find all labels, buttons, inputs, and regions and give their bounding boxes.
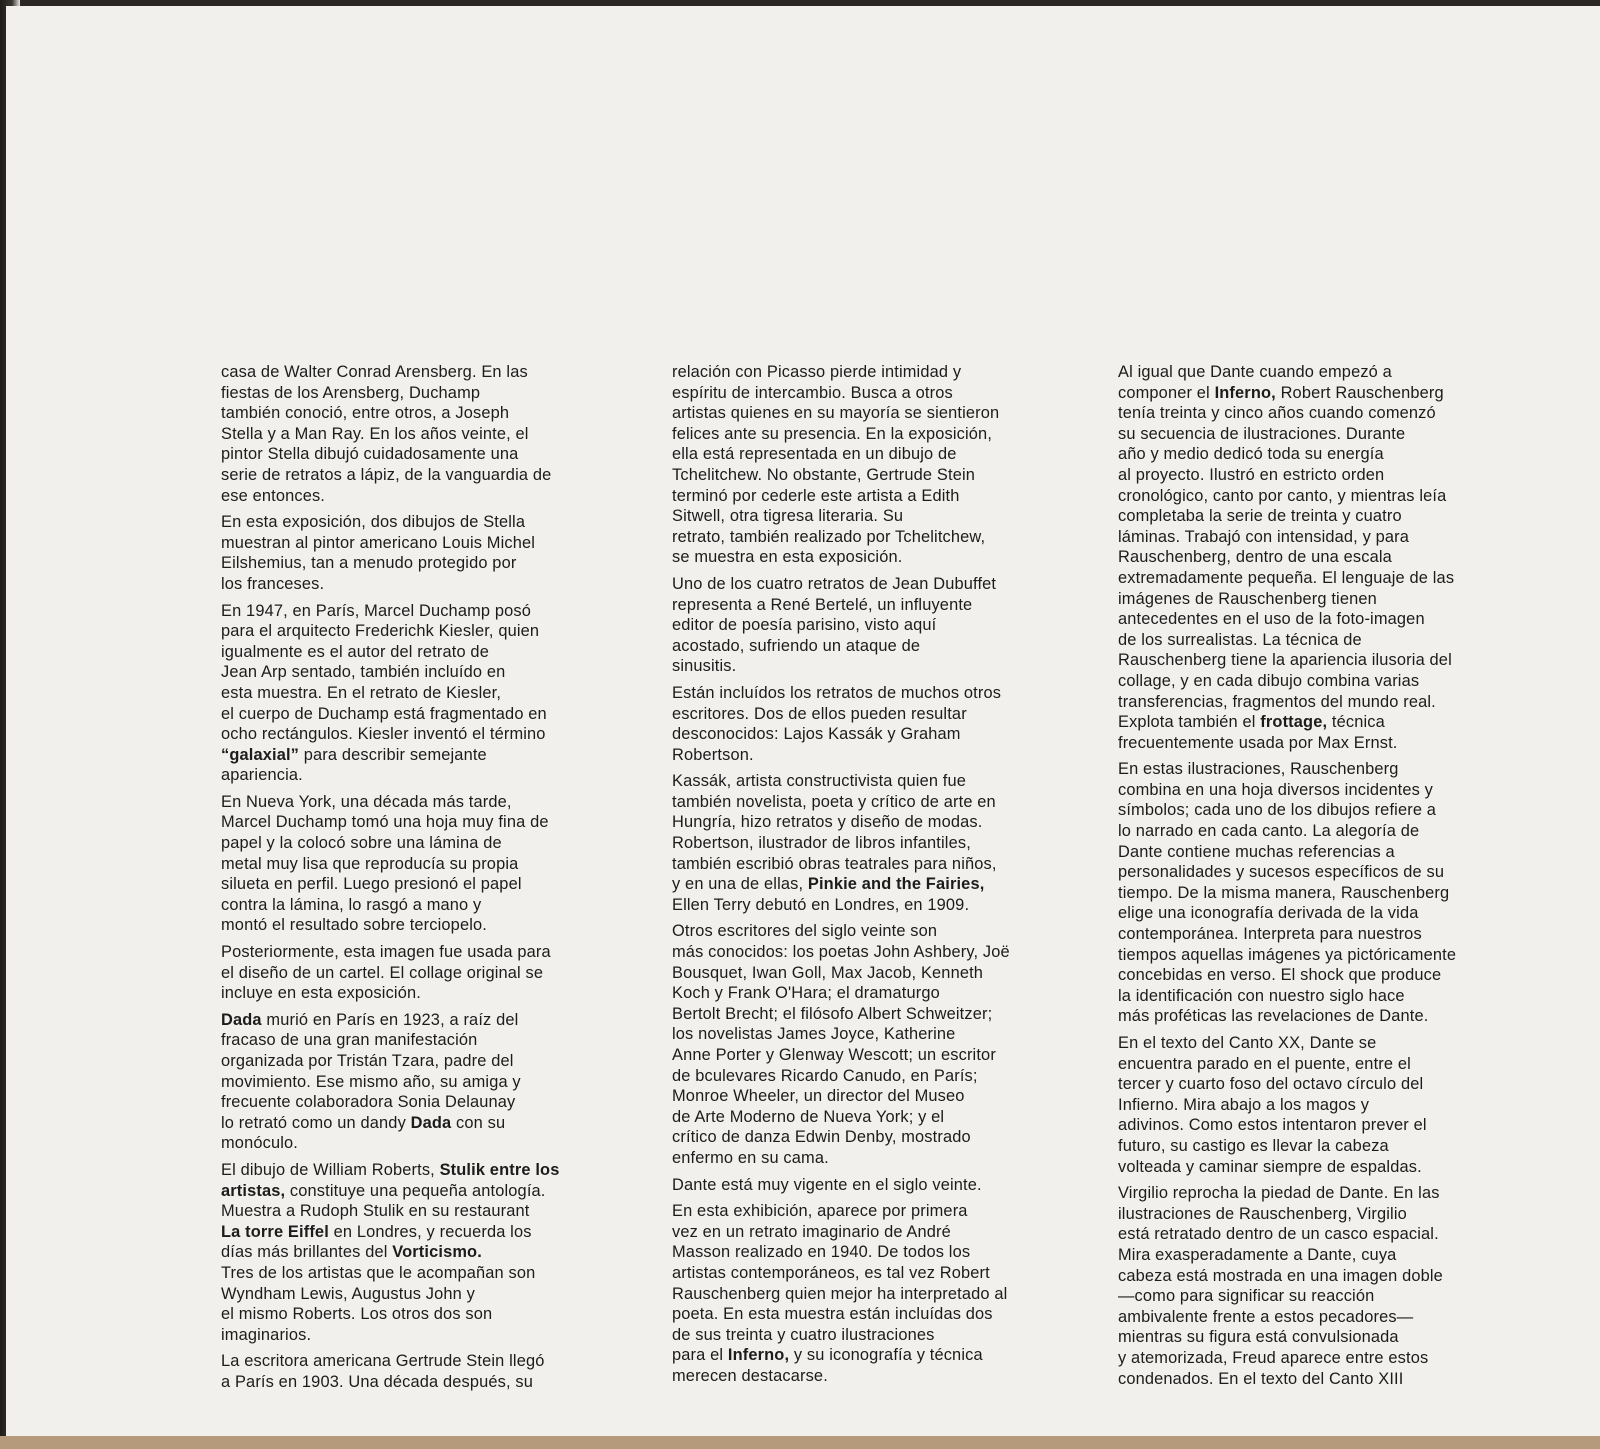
text-line: Uno de los cuatro retratos de Jean Dubuffet: [672, 574, 997, 593]
text-line: montó el resultado sobre terciopelo.: [221, 916, 487, 935]
text-line: elige una iconografía derivada de la vida: [1118, 904, 1419, 923]
text-line: y atemorizada, Freud aparece entre estos: [1118, 1348, 1429, 1367]
text-line: Rauschenberg quien mejor ha interpretado al: [672, 1284, 1008, 1303]
text-line: Bertolt Brecht; el filósofo Albert Schweitzer;: [672, 1004, 993, 1023]
text-line: Rauschenberg tiene la apariencia ilusoria del: [1118, 651, 1452, 670]
text-line: Están incluídos los retratos de muchos otros: [672, 683, 1002, 702]
text-line: apariencia.: [221, 766, 303, 785]
text-line: Virgilio reprocha la piedad de Dante. En las: [1118, 1184, 1440, 1203]
text-line: —como para significar su reacción: [1118, 1287, 1375, 1306]
text-line: cabeza está mostrada en una imagen doble: [1118, 1266, 1443, 1285]
text-line: muestran al pintor americano Louis Michel: [221, 533, 536, 552]
text-line: de los surrealistas. La técnica de: [1118, 630, 1362, 649]
text-line: de sus treinta y cuatro ilustraciones: [672, 1325, 935, 1344]
text-line: escritores. Dos de ellos pueden resultar: [672, 704, 967, 723]
text-line: su secuencia de ilustraciones. Durante: [1118, 424, 1406, 443]
text-line: terminó por cederle este artista a Edith: [672, 486, 960, 505]
text-line: espíritu de intercambio. Busca a otros: [672, 383, 953, 402]
text-line: tercer y cuarto foso del octavo círculo del: [1118, 1075, 1424, 1094]
text-line: volteada y caminar siempre de espaldas.: [1118, 1157, 1422, 1176]
text-line: Bousquet, Iwan Goll, Max Jacob, Kenneth: [672, 963, 984, 982]
text-line: En esta exposición, dos dibujos de Stella: [221, 513, 526, 532]
text-line: Stella y a Man Ray. En los años veinte, el: [221, 424, 529, 443]
text-line: más proféticas las revelaciones de Dante.: [1118, 1007, 1429, 1026]
text-line: lo retrató como un dandy Dada con su: [221, 1113, 506, 1132]
text-line: Robertson, ilustrador de libros infantiles,: [672, 834, 971, 853]
text-line: Muestra a Rudoph Stulik en su restaurant: [221, 1202, 530, 1221]
paragraph: [672, 921, 1102, 1168]
text-line: poeta. En esta muestra están incluídas dos: [672, 1305, 993, 1324]
text-line: collage, y en cada dibujo combina varias: [1118, 671, 1420, 690]
text-line: también conoció, entre otros, a Joseph: [221, 404, 510, 423]
text-line: El dibujo de William Roberts, Stulik entre los: [221, 1160, 560, 1179]
text-line: acostado, sufriendo un ataque de: [672, 636, 921, 655]
text-line: sinusitis.: [672, 657, 737, 676]
text-line: vez en un retrato imaginario de André: [672, 1222, 951, 1241]
paragraph: [1118, 362, 1550, 753]
text-line: frecuentemente usada por Max Ernst.: [1118, 733, 1398, 752]
text-line: Tchelitchew. No obstante, Gertrude Stein: [672, 465, 976, 484]
text-line: representa a René Bertelé, un influyente: [672, 595, 973, 614]
text-line: contemporánea. Interpreta para nuestros: [1118, 925, 1422, 944]
text-line: imágenes de Rauschenberg tienen: [1118, 589, 1377, 608]
text-line: Dante está muy vigente en el siglo veinte.: [672, 1175, 982, 1194]
text-line: En Nueva York, una década más tarde,: [221, 792, 512, 811]
text-line: felices ante su presencia. En la exposición,: [672, 424, 993, 443]
text-line: desconocidos: Lajos Kassák y Graham: [672, 725, 961, 744]
text-line: artistas, constituye una pequeña antología.: [221, 1181, 546, 1200]
text-line: Dante contiene muchas referencias a: [1118, 842, 1395, 861]
text-line: silueta en perfil. Luego presionó el papel: [221, 875, 522, 894]
text-line: encuentra parado en el puente, entre el: [1118, 1054, 1411, 1073]
text-line: papel y la colocó sobre una lámina de: [221, 834, 502, 853]
text-line: mientras su figura está convulsionada: [1118, 1328, 1399, 1347]
text-line: Hungría, hizo retratos y diseño de modas.: [672, 813, 983, 832]
text-line: condenados. En el texto del Canto XIII: [1118, 1369, 1404, 1388]
text-line: la identificación con nuestro siglo hace: [1118, 986, 1405, 1005]
text-line: Mira exasperadamente a Dante, cuya: [1118, 1245, 1397, 1264]
paragraph: [221, 512, 649, 594]
paragraph: [221, 1010, 649, 1154]
text-line: los novelistas James Joyce, Katherine: [672, 1025, 956, 1044]
text-line: para el Inferno, y su iconografía y técnica: [672, 1346, 983, 1365]
text-line: En el texto del Canto XX, Dante se: [1118, 1034, 1377, 1052]
text-line: adivinos. Como estos intentaron prever el: [1118, 1116, 1427, 1135]
text-line: movimiento. Ese mismo año, su amiga y: [221, 1072, 521, 1091]
text-line: ambivalente frente a estos pecadores—: [1118, 1307, 1414, 1326]
text-line: al proyecto. Ilustró en estricto orden: [1118, 465, 1385, 484]
text-line: el mismo Roberts. Los otros dos son: [221, 1305, 493, 1324]
text-line: está retratado dentro de un casco espacial.: [1118, 1225, 1439, 1244]
text-line: Posteriormente, esta imagen fue usada para: [221, 943, 551, 962]
paragraph: [221, 362, 649, 506]
text-line: de Arte Moderno de Nueva York; y el: [672, 1107, 945, 1126]
text-line: láminas. Trabajó con intensidad, y para: [1118, 527, 1410, 546]
text-line: días más brillantes del Vorticismo.: [221, 1243, 482, 1262]
text-line: Al igual que Dante cuando empezó a: [1118, 363, 1392, 381]
text-line: tiempos aquellas imágenes ya pictóricamente: [1118, 945, 1457, 964]
text-line: Sitwell, otra tigresa literaria. Su: [672, 507, 904, 526]
text-line: Dada murió en París en 1923, a raíz del: [221, 1010, 519, 1029]
text-line: Masson realizado en 1940. De todos los: [672, 1243, 971, 1262]
text-line: La escritora americana Gertrude Stein llegó: [221, 1352, 545, 1371]
text-line: Anne Porter y Glenway Wescott; un escritor: [672, 1046, 996, 1064]
paragraph: [221, 601, 649, 786]
text-line: frecuente colaboradora Sonia Delaunay: [221, 1093, 516, 1112]
text-line: Koch y Frank O'Hara; el dramaturgo: [672, 984, 940, 1003]
text-line: se muestra en esta exposición.: [672, 548, 903, 567]
text-line: completaba la serie de treinta y cuatro: [1118, 507, 1402, 526]
text-line: enfermo en su cama.: [672, 1148, 829, 1167]
text-line: Otros escritores del siglo veinte son: [672, 922, 938, 941]
text-line: retrato, también realizado por Tchelitchew,: [672, 527, 986, 546]
page-bottom-edge: [0, 1436, 1600, 1449]
text-line: esta muestra. En el retrato de Kiesler,: [221, 683, 502, 702]
text-line: concebidas en verso. El shock que produce: [1118, 966, 1442, 985]
paragraph: [672, 1175, 1102, 1196]
paragraph: [1118, 1033, 1550, 1177]
text-line: año y medio dedicó toda su energía: [1118, 445, 1384, 464]
text-line: En esta exhibición, aparece por primera: [672, 1202, 968, 1221]
text-line: tenía treinta y cinco años cuando comenzó: [1118, 404, 1436, 423]
text-line: Ellen Terry debutó en Londres, en 1909.: [672, 895, 970, 914]
text-line: Eilshemius, tan a menudo protegido por: [221, 554, 517, 573]
text-line: los franceses.: [221, 574, 325, 593]
text-line: Monroe Wheeler, un director del Museo: [672, 1087, 965, 1106]
paragraph: [1118, 759, 1550, 1027]
text-line: extremadamente pequeña. El lenguaje de las: [1118, 568, 1455, 587]
text-line: también escribió obras teatrales para niños,: [672, 854, 997, 873]
text-line: metal muy lisa que reproducía su propia: [221, 854, 519, 873]
text-line: incluye en esta exposición.: [221, 984, 421, 1003]
text-line: crítico de danza Edwin Denby, mostrado: [672, 1128, 971, 1147]
paragraph: [221, 1160, 649, 1345]
text-line: editor de poesía parisino, visto aquí: [672, 616, 937, 635]
paragraph: [672, 683, 1102, 765]
text-line: Explota también el frottage, técnica: [1118, 713, 1385, 732]
text-line: el cuerpo de Duchamp está fragmentado en: [221, 704, 547, 723]
text-line: organizada por Tristán Tzara, padre del: [221, 1052, 514, 1070]
text-line: relación con Picasso pierde intimidad y: [672, 363, 962, 381]
text-line: artistas quienes en su mayoría se sientieron: [672, 404, 1000, 423]
text-line: En estas ilustraciones, Rauschenberg: [1118, 760, 1399, 779]
paragraph: [1118, 1183, 1550, 1389]
text-line: Rauschenberg, dentro de una escala: [1118, 548, 1392, 567]
text-line: Kassák, artista constructivista quien fue: [672, 772, 967, 791]
text-line: serie de retratos a lápiz, de la vanguardia de: [221, 465, 552, 484]
text-line: cronológico, canto por canto, y mientras leía: [1118, 486, 1447, 505]
text-line: Marcel Duchamp tomó una hoja muy fina de: [221, 813, 549, 832]
text-line: símbolos; cada uno de los dibujos refiere a: [1118, 801, 1437, 820]
text-line: monóculo.: [221, 1134, 298, 1153]
text-line: ella está representada en un dibujo de: [672, 445, 957, 464]
paragraph: [221, 942, 649, 1004]
text-line: combina en una hoja diversos incidentes y: [1118, 780, 1434, 799]
text-column-3: [1118, 362, 1550, 1395]
text-column-1: [221, 362, 649, 1399]
text-line: a París en 1903. Una década después, su: [221, 1372, 534, 1391]
text-line: pintor Stella dibujó cuidadosamente una: [221, 445, 519, 464]
text-line: casa de Walter Conrad Arensberg. En las: [221, 363, 528, 381]
text-line: artistas contemporáneos, es tal vez Robert: [672, 1263, 990, 1282]
text-line: Infierno. Mira abajo a los magos y: [1118, 1095, 1370, 1114]
text-column-2: [672, 362, 1102, 1393]
paragraph: [221, 792, 649, 936]
text-line: fracaso de una gran manifestación: [221, 1031, 478, 1050]
text-line: Robertson.: [672, 745, 754, 764]
text-line: transferencias, fragmentos del mundo real.: [1118, 692, 1436, 711]
text-line: Tres de los artistas que le acompañan son: [221, 1263, 536, 1282]
text-line: ese entonces.: [221, 486, 326, 505]
paragraph: [221, 1351, 649, 1392]
text-line: componer el Inferno, Robert Rauschenberg: [1118, 383, 1444, 402]
paragraph: [672, 1201, 1102, 1386]
text-line: igualmente es el autor del retrato de: [221, 642, 489, 661]
text-line: Jean Arp sentado, también incluído en: [221, 663, 506, 682]
text-line: ocho rectángulos. Kiesler inventó el término: [221, 725, 546, 744]
paragraph: [672, 771, 1102, 915]
text-line: y en una de ellas, Pinkie and the Fairies,: [672, 875, 985, 894]
text-line: lo narrado en cada canto. La alegoría de: [1118, 822, 1420, 841]
text-line: merecen destacarse.: [672, 1366, 828, 1385]
text-line: ilustraciones de Rauschenberg, Virgilio: [1118, 1204, 1407, 1223]
text-line: de bculevares Ricardo Canudo, en París;: [672, 1066, 978, 1085]
text-line: fiestas de los Arensberg, Duchamp: [221, 383, 481, 402]
text-line: para el arquitecto Frederichk Kiesler, quien: [221, 622, 540, 641]
text-line: tiempo. De la misma manera, Rauschenberg: [1118, 883, 1450, 902]
text-line: personalidades y sucesos específicos de su: [1118, 863, 1445, 882]
text-line: el diseño de un cartel. El collage original se: [221, 963, 544, 982]
text-line: imaginarios.: [221, 1325, 312, 1344]
text-line: también novelista, poeta y crítico de arte en: [672, 792, 996, 811]
paragraph: [672, 574, 1102, 677]
text-line: futuro, su castigo es llevar la cabeza: [1118, 1136, 1389, 1155]
paragraph: [672, 362, 1102, 568]
text-line: contra la lámina, lo rasgó a mano y: [221, 895, 482, 914]
text-line: Wyndham Lewis, Augustus John y: [221, 1284, 475, 1303]
text-line: más conocidos: los poetas John Ashbery, Joë: [672, 943, 1010, 962]
text-line: La torre Eiffel en Londres, y recuerda los: [221, 1222, 532, 1241]
text-line: En 1947, en París, Marcel Duchamp posó: [221, 601, 531, 620]
text-line: antecedentes en el uso de la foto-imagen: [1118, 610, 1425, 629]
text-line: “galaxial” para describir semejante: [221, 745, 487, 764]
